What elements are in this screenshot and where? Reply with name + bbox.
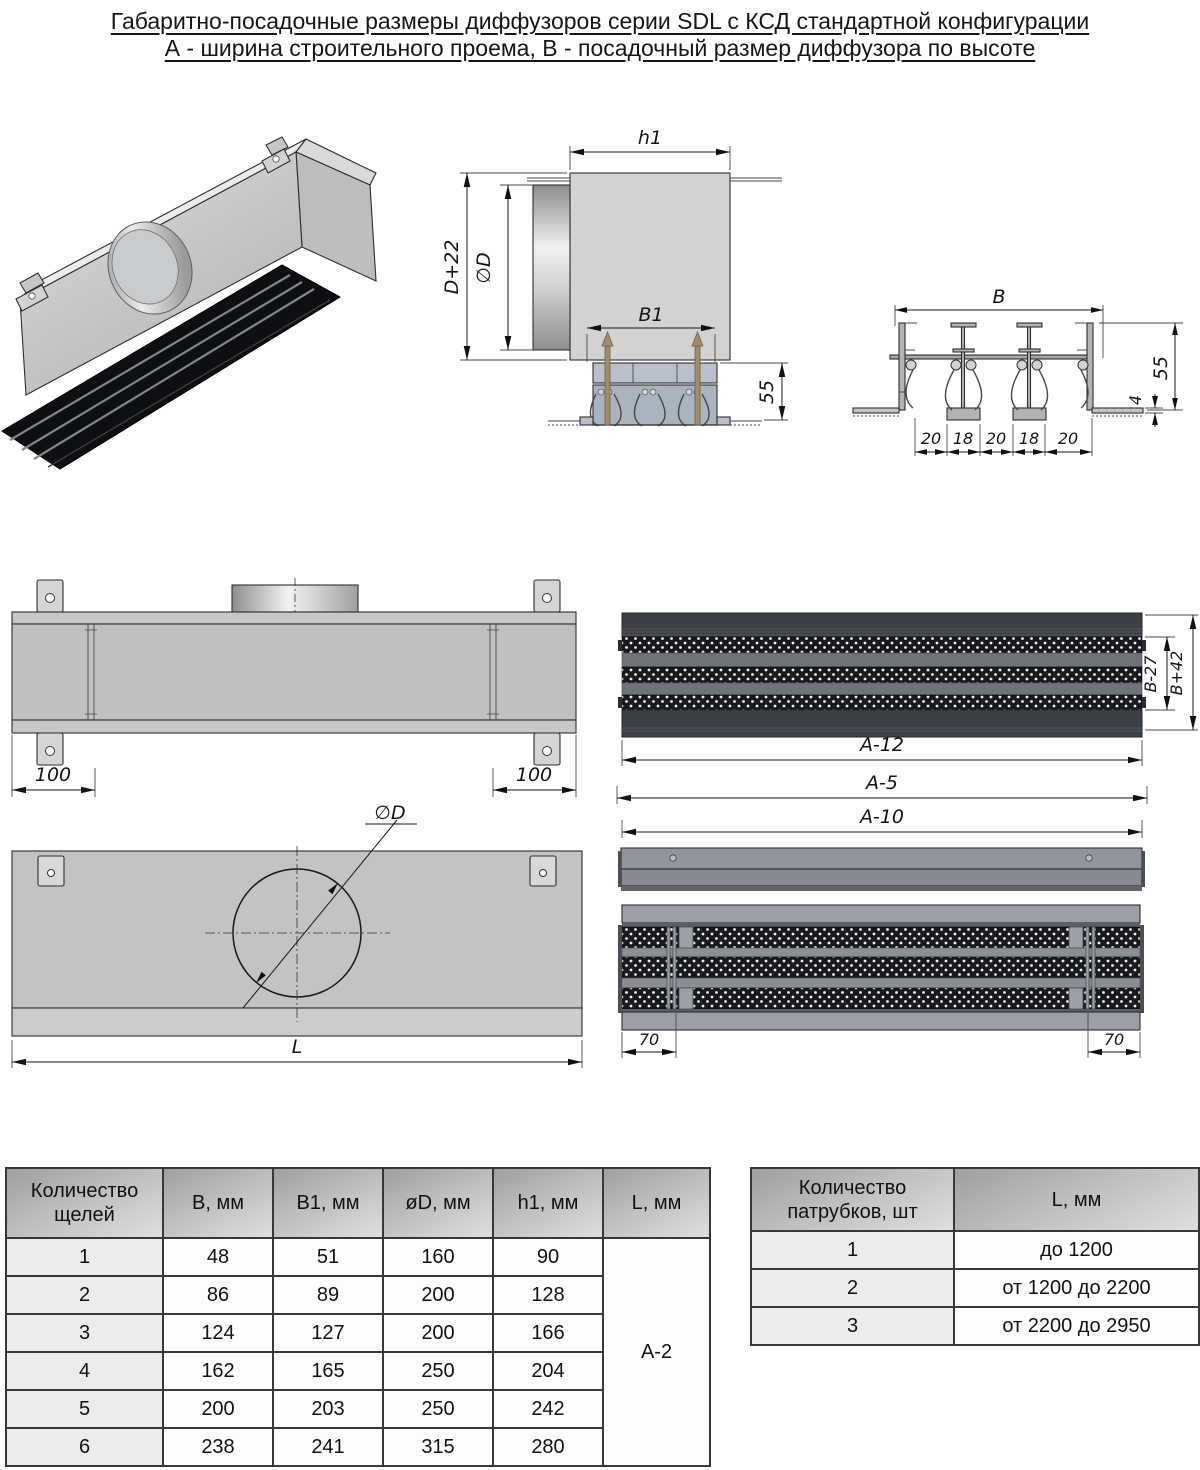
dim-d-plus-22: D+22 — [441, 239, 463, 295]
plenum-box-side — [527, 173, 782, 360]
side-view — [430, 110, 850, 455]
dim-slot: 20 — [985, 429, 1007, 448]
col-header-h1: h1, мм — [493, 1168, 603, 1238]
slot-dimensions-table — [5, 1167, 711, 1467]
table-row — [751, 1307, 1199, 1345]
cell-h1: 90 — [493, 1238, 603, 1276]
dim-b1: B1 — [638, 304, 664, 326]
cell-slots: 4 — [6, 1352, 163, 1390]
cell-slots: 6 — [6, 1428, 163, 1466]
cell-length: от 2200 до 2950 — [954, 1307, 1199, 1345]
dim-slot: 20 — [920, 429, 942, 448]
cell-slots: 1 — [6, 1238, 163, 1276]
top-view — [5, 800, 590, 1080]
cell-b1: 165 — [273, 1352, 383, 1390]
dim-l: L — [291, 1036, 303, 1058]
table-header-row — [6, 1168, 710, 1238]
col-header-branch-count: Количество патрубков, шт — [751, 1168, 954, 1231]
profile-section — [853, 323, 1143, 420]
dim-100-right: 100 — [515, 764, 553, 786]
dim-phi-d: ∅D — [473, 252, 495, 284]
cell-h1: 204 — [493, 1352, 603, 1390]
cell-slots: 5 — [6, 1390, 163, 1428]
plenum-box-top — [12, 846, 582, 1036]
cell-length: до 1200 — [954, 1231, 1199, 1269]
cell-d: 200 — [383, 1276, 493, 1314]
col-header-d: øD, мм — [383, 1168, 493, 1238]
cell-b: 162 — [163, 1352, 273, 1390]
cell-count: 2 — [751, 1269, 954, 1307]
page-title — [0, 8, 1200, 62]
cell-b: 238 — [163, 1428, 273, 1466]
cell-h1: 242 — [493, 1390, 603, 1428]
dim-slot: 20 — [1057, 429, 1079, 448]
cell-b: 200 — [163, 1390, 273, 1428]
cell-count: 3 — [751, 1307, 954, 1345]
dim-b-plus-42: B+42 — [1167, 650, 1186, 696]
dim-55: 55 — [756, 379, 778, 405]
cross-section-view — [845, 278, 1200, 463]
cell-b: 48 — [163, 1238, 273, 1276]
cell-b1: 51 — [273, 1238, 383, 1276]
cell-d: 200 — [383, 1314, 493, 1352]
dim-h1: h1 — [637, 127, 663, 149]
cell-h1: 280 — [493, 1428, 603, 1466]
dim-70-right: 70 — [1103, 1030, 1125, 1049]
table-row — [751, 1269, 1199, 1307]
cell-b1: 127 — [273, 1314, 383, 1352]
cell-h1: 166 — [493, 1314, 603, 1352]
col-header-length: L, мм — [954, 1168, 1199, 1231]
cell-b1: 241 — [273, 1428, 383, 1466]
cell-h1: 128 — [493, 1276, 603, 1314]
dim-a-minus-10: A-10 — [859, 806, 905, 828]
dim-70-left: 70 — [638, 1030, 660, 1049]
dim-55: 55 — [1150, 355, 1172, 381]
cell-slots: 3 — [6, 1314, 163, 1352]
cell-d: 250 — [383, 1390, 493, 1428]
frame-profile-bar — [618, 848, 1145, 891]
table-row — [6, 1238, 710, 1276]
page-title-line1: Габаритно-посадочные размеры диффузоров серии SDL с КСД стандартной конфигурации — [110, 8, 1090, 34]
diffuser-face-view — [615, 600, 1200, 900]
cell-d: 160 — [383, 1238, 493, 1276]
cell-b1: 203 — [273, 1390, 383, 1428]
cell-d: 315 — [383, 1428, 493, 1466]
col-header-slots: Количество щелей — [6, 1168, 163, 1238]
dim-100-left: 100 — [34, 764, 72, 786]
table-header-row — [751, 1168, 1199, 1231]
dim-4: 4 — [1126, 394, 1145, 406]
cell-l-merged: А-2 — [603, 1238, 710, 1466]
table-row — [751, 1231, 1199, 1269]
cell-b: 124 — [163, 1314, 273, 1352]
isometric-view — [0, 95, 430, 495]
branch-pipe-table — [750, 1167, 1200, 1346]
cell-b: 86 — [163, 1276, 273, 1314]
dimensions-front — [12, 735, 576, 797]
plenum-box-front — [12, 578, 576, 765]
front-view — [5, 560, 590, 800]
dim-a-minus-5: A-5 — [866, 772, 898, 794]
cell-b1: 89 — [273, 1276, 383, 1314]
dim-phi-d: ∅D — [374, 802, 406, 824]
cell-d: 250 — [383, 1352, 493, 1390]
cell-slots: 2 — [6, 1276, 163, 1314]
cell-count: 1 — [751, 1231, 954, 1269]
dim-b-minus-27: B-27 — [1141, 655, 1160, 693]
grille-view — [615, 900, 1200, 1070]
col-header-b1: B1, мм — [273, 1168, 383, 1238]
page-title-line2: А - ширина строительного проема, В - посадочный размер диффузора по высоте — [164, 35, 1036, 61]
dim-a-minus-12: A-12 — [859, 734, 905, 756]
col-header-l: L, мм — [603, 1168, 710, 1238]
col-header-b: B, мм — [163, 1168, 273, 1238]
diffuser-face — [618, 613, 1146, 737]
dim-slot: 18 — [1018, 429, 1040, 448]
dim-slot: 18 — [952, 429, 974, 448]
cell-length: от 1200 до 2200 — [954, 1269, 1199, 1307]
grille-body — [618, 905, 1144, 1030]
dim-b: B — [992, 286, 1006, 308]
